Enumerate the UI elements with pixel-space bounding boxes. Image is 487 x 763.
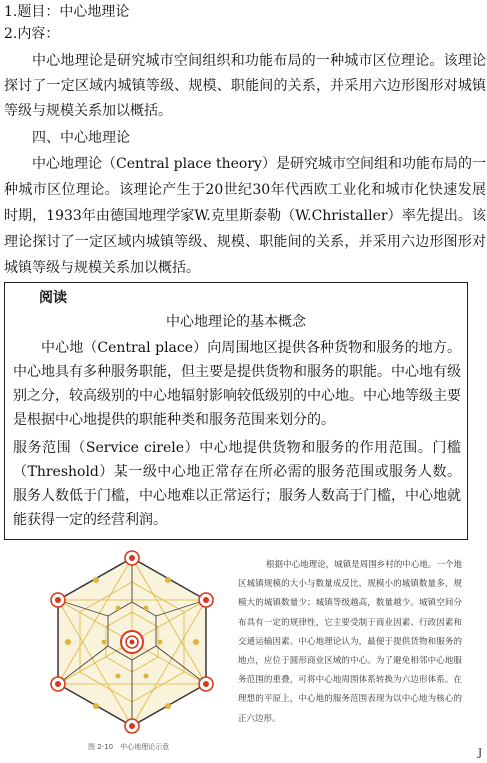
figure-description: 根据中心地理论，城镇是周围乡村的中心地。一个地区城镇规模的大小与数量成反比，规模小的城镇数量多，规模大的城镇数量少；城镇等级越高，数量越少。城镇空间分布具有一定的规律性，它主要受制于商业因素、行政因素和交通运输因素。中心地理论认为，最便于提供货物和服务的地点，应位于圆形商业区域的中心。为了避免相邻中心地服务范围的重叠，可将中心地周围体系转换为六边形体系。在理想的平原上，中心地的服务范围表现为以中心地为核心的正六边形。 xyxy=(238,560,462,724)
reading-label: 阅读 xyxy=(39,290,67,306)
central-place-diagram xyxy=(44,544,220,744)
section-heading: 四、中心地理论 xyxy=(32,130,130,146)
intro-paragraph: 中心地理论是研究城市空间组织和功能布局的一种城市区位理论。该理论探讨了一定区域内城镇等级、规模、职能间的关系，并采用六边形图形对城镇等级与规模关系加以概括。 xyxy=(4,53,486,119)
reading-title: 中心地理论的基本概念 xyxy=(166,314,306,330)
section-paragraph: 中心地理论（Central place theory）是研究城市空间组和功能布局的一种城市区位理论。该理论产生于20世纪30年代西欧工业化和城市化快速发展时期，1933年由德国地理学家W.克里斯泰勒（W.Christaller）率先提出。该理论探讨了一定区域内城镇等级、规模、职能间的关系，并采用六边形图形对城镇等级与规模关系加以概括。 xyxy=(4,156,486,276)
reading-paragraph-2: 服务范围（Service cirele）中心地提供货物和服务的作用范围。门槛（Threshold）某一级中心地正常存在所必需的服务范围或服务人数。服务人数低于门槛，中心地难以正常运行；服务人数高于门槛，中心地就能获得一定的经营利润。 xyxy=(13,440,461,528)
reading-box xyxy=(4,282,468,540)
content-label: 2.内容： xyxy=(4,26,60,42)
central-place-core xyxy=(121,631,143,653)
topic-line: 1.题目：中心地理论 xyxy=(4,4,130,20)
corner-mark: J xyxy=(478,748,483,759)
figure-caption: 图 2-10 中心地理论示意 xyxy=(88,743,170,751)
reading-paragraph-1: 中心地（Central place）向周围地区提供各种货物和服务的地方。中心地具有多种服务职能，但主要是提供货物和服务的职能。中心地有级别之分，较高级别的中心地辐射影响较低级别的中心地。中心地等级主要是根据中心地提供的职能种类和服务范围来划分的。 xyxy=(13,340,461,428)
